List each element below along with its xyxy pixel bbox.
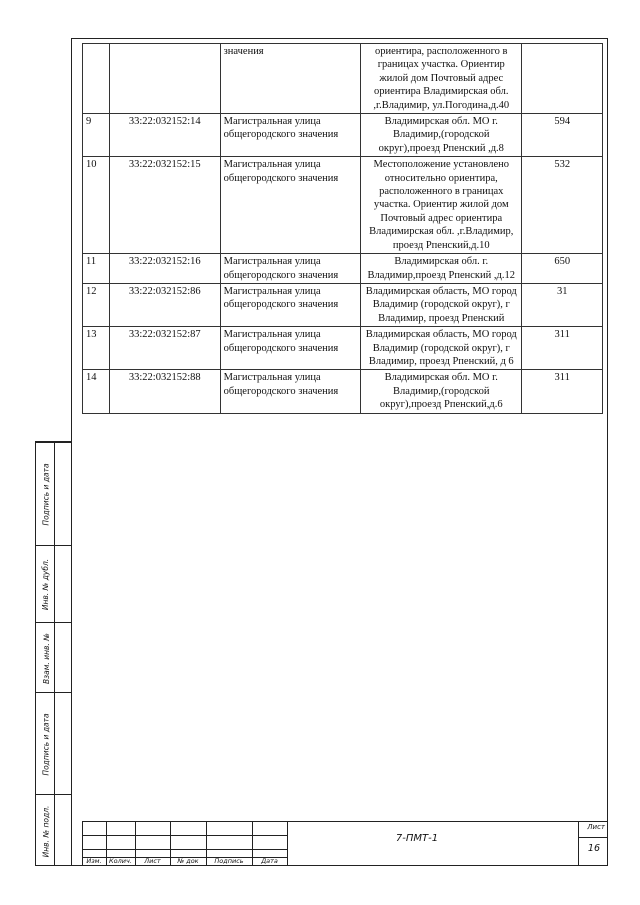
cadastral-number: 33:22:032152:14	[109, 114, 220, 157]
row-number: 13	[83, 327, 110, 370]
parcel-address: Владимирская область, МО город Владимир (городской округ), г Владимир, проезд Рпенский	[361, 283, 522, 326]
parcel-area: 532	[522, 157, 603, 254]
side-stamp	[35, 441, 72, 866]
parcel-address: Владимирская обл. МО г. Владимир,(городской округ),проезд Рпенский,д.6	[361, 370, 522, 413]
side-label-sign-date-bottom: Подпись и дата	[41, 712, 51, 776]
stamp-podpis: Подпись	[214, 857, 244, 865]
parcel-purpose: значения	[220, 44, 360, 114]
side-cell-sign-date-bottom	[36, 692, 72, 795]
stamp-list: Лист	[144, 857, 161, 865]
parcel-area: 311	[522, 327, 603, 370]
sheet-label: Лист	[587, 823, 605, 831]
cadastral-number: 33:22:032152:15	[109, 157, 220, 254]
side-cell-sign-date-top	[36, 442, 72, 546]
parcel-purpose: Магистральная улица общегородского значения	[220, 327, 360, 370]
side-cell-inv-dubl	[36, 545, 72, 623]
table-row	[83, 370, 603, 413]
side-cell-vzam-inv	[36, 622, 72, 693]
sheet-number: 16	[587, 843, 600, 854]
parcel-address: Владимирская обл. г. Владимир,проезд Рпенский ,д.12	[361, 254, 522, 284]
parcel-area: 31	[522, 283, 603, 326]
parcel-area: 650	[522, 254, 603, 284]
parcel-address: Владимирская обл. МО г. Владимир,(городской округ),проезд Рпенский ,д.8	[361, 114, 522, 157]
document-code: 7-ПМТ-1	[395, 833, 439, 844]
row-number: 11	[83, 254, 110, 284]
table-row	[83, 327, 603, 370]
side-cell-inv-podl	[36, 794, 72, 868]
parcel-purpose: Магистральная улица общегородского значения	[220, 114, 360, 157]
cadastral-number: 33:22:032152:88	[109, 370, 220, 413]
title-block	[82, 821, 608, 866]
stamp-izm: Изм.	[86, 857, 102, 865]
cadastral-number: 33:22:032152:87	[109, 327, 220, 370]
row-number: 14	[83, 370, 110, 413]
parcel-area	[522, 44, 603, 114]
cadastral-number: 33:22:032152:86	[109, 283, 220, 326]
parcel-purpose: Магистральная улица общегородского значения	[220, 283, 360, 326]
parcel-address: Местоположение установлено относительно ориентира, расположенного в границах участка. Ориентир жилой дом Почтовый адрес ориентира Владимирская обл. ,г.Владимир, проезд Рпенский,д.10	[361, 157, 522, 254]
parcel-table	[82, 43, 603, 414]
stamp-n-dok: № док	[177, 857, 199, 865]
side-label-inv-podl: Инв. № подл.	[41, 805, 51, 858]
row-number: 10	[83, 157, 110, 254]
parcel-address: Владимирская область, МО город Владимир (городской округ), г Владимир, проезд Рпенский, д 6	[361, 327, 522, 370]
parcel-purpose: Магистральная улица общегородского значения	[220, 254, 360, 284]
row-number: 9	[83, 114, 110, 157]
cadastral-number	[109, 44, 220, 114]
cadastral-number: 33:22:032152:16	[109, 254, 220, 284]
parcel-address: ориентира, расположенного в границах участка. Ориентир жилой дом Почтовый адрес ориентира Владимирская обл. ,г.Владимир, ул.Погодина,д.40	[361, 44, 522, 114]
table-row	[83, 283, 603, 326]
stamp-kol-uch: Колич.	[109, 857, 132, 865]
parcel-area: 594	[522, 114, 603, 157]
side-label-inv-dubl: Инв. № дубл.	[41, 558, 51, 611]
parcel-area: 311	[522, 370, 603, 413]
parcel-purpose: Магистральная улица общегородского значения	[220, 370, 360, 413]
stamp-data: Дата	[261, 857, 278, 865]
side-label-vzam-inv: Взам. инв. №	[41, 632, 51, 684]
table-row	[83, 157, 603, 254]
row-number: 12	[83, 283, 110, 326]
parcel-purpose: Магистральная улица общегородского значения	[220, 157, 360, 254]
table-row	[83, 254, 603, 284]
side-label-sign-date-top: Подпись и дата	[41, 463, 51, 526]
table-row	[83, 44, 603, 114]
table-row	[83, 114, 603, 157]
row-number	[83, 44, 110, 114]
